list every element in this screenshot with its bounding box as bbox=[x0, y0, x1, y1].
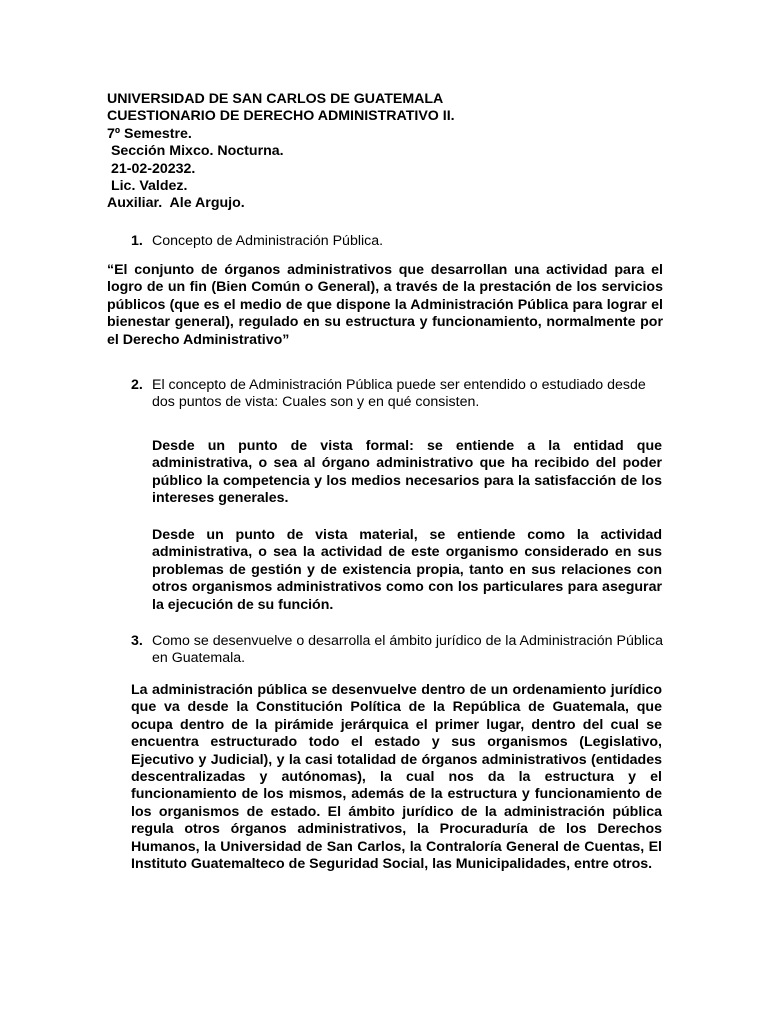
assistant: Auxiliar. Ale Argujo. bbox=[107, 195, 245, 212]
answer-paragraph: “El conjunto de órganos administrativos que desarrollan una actividad para el logro de un fin (Bien Común o General), a través de la prestación de los servicios públicos (que es el medio de que dispone la Administración Pública para lograr el bienestar general), regulado en su estructura y funcionamiento, normalmente por el Derecho Administrativo” bbox=[107, 262, 663, 348]
questionnaire-title: CUESTIONARIO DE DERECHO ADMINISTRATIVO II. bbox=[107, 108, 455, 125]
question-1 bbox=[131, 233, 631, 250]
section: Sección Mixco. Nocturna. bbox=[107, 143, 284, 160]
question-3 bbox=[131, 633, 664, 668]
question-2 bbox=[131, 377, 664, 412]
question-text: El concepto de Administración Pública puede ser entendido o estudiado desde dos puntos de vista: Cuales son y en qué consisten. bbox=[152, 377, 646, 411]
question-number: 2. bbox=[131, 377, 143, 393]
answer-1 bbox=[107, 262, 663, 349]
date: 21-02-20232. bbox=[107, 160, 196, 177]
answer-2-material bbox=[152, 527, 662, 614]
question-number: 1. bbox=[131, 233, 143, 249]
question-text: Como se desenvuelve o desarrolla el ámbito jurídico de la Administración Pública en Guatemala. bbox=[152, 633, 664, 667]
answer-paragraph: La administración pública se desenvuelve dentro de un ordenamiento jurídico que va desde la Constitución Política de la República de Guatemala, que ocupa dentro de la pirámide jerárquica el primer lugar, dentro del cual se encuentra estructurado todo el estado y sus organismos (Legislativo, Ejecutivo y Judicial), y la casi totalidad de órganos administrativos (entidades descentralizadas y autónomas), la cual nos da la estructura y el funcionamiento de los mismos, además de la estructura y funcionamiento de los organismos de estado. El ámbito jurídico de la administración pública regula otros órganos administrativos, la Procuraduría de los Derechos Humanos, la Universidad de San Carlos, la Contraloría General de Cuentas, El Instituto Guatemalteco de Seguridad Social, las Municipalidades, entre otros. bbox=[131, 682, 662, 873]
answer-3 bbox=[131, 682, 662, 873]
question-text: Concepto de Administración Pública. bbox=[152, 233, 384, 249]
professor: Lic. Valdez. bbox=[107, 178, 188, 195]
answer-paragraph: Desde un punto de vista formal: se entiende a la entidad que administrativa, o sea al órgano administrativo que ha recibido del poder público la competencia y los medios necesarios para la satisfacción de los intereses generales. bbox=[152, 438, 662, 507]
answer-2-formal bbox=[152, 438, 662, 508]
university-name: UNIVERSIDAD DE SAN CARLOS DE GUATEMALA bbox=[107, 91, 444, 107]
question-number: 3. bbox=[131, 633, 143, 649]
document-header bbox=[107, 91, 455, 213]
semester: 7º Semestre. bbox=[107, 125, 192, 142]
answer-paragraph: Desde un punto de vista material, se entiende como la actividad administrativa, o sea la actividad de este organismo considerado en sus problemas de gestión y de existencia propia, tanto en sus relaciones con otros organismos administrativos como con los particulares para asegurar la ejecución de su función. bbox=[152, 527, 662, 613]
